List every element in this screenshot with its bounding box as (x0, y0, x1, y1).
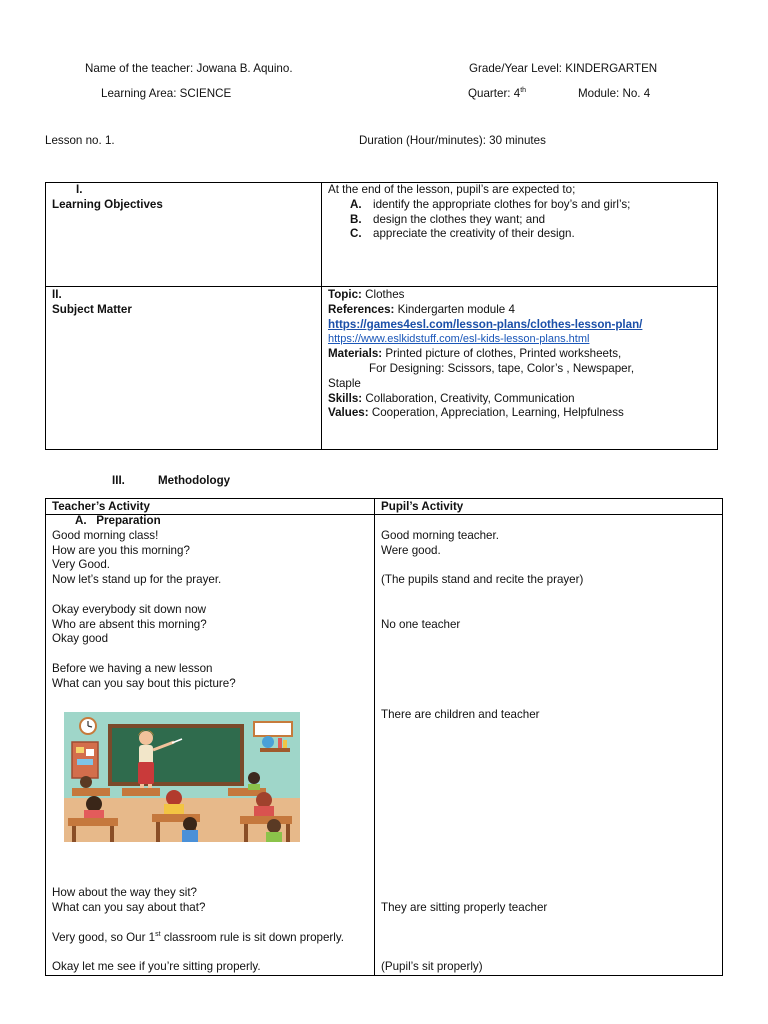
pupil-last-line: (Pupil’s sit properly) (381, 960, 483, 973)
teacher-line (52, 588, 236, 603)
subject-num: II. (52, 288, 62, 301)
teacher-label: Name of the teacher: (85, 62, 194, 75)
objectives-table-divider (321, 182, 322, 450)
methodology-num: III. (112, 474, 125, 487)
teacher-line: How are you this morning? (52, 543, 190, 557)
topic-label: Topic: (328, 288, 362, 301)
materials-line-2: For Designing: Scissors, tape, Color’s , Newspaper, (369, 361, 635, 375)
methodology-table-divider (374, 498, 375, 976)
teacher-line: Who are absent this morning? (52, 617, 207, 631)
objective-item (328, 213, 630, 228)
objective-text: identify the appropriate clothes for boy’s and girl’s; (373, 197, 631, 211)
topic-value: Clothes (365, 288, 405, 301)
rule-post: classroom rule is sit down properly. (163, 931, 345, 944)
values-label: Values: (328, 406, 369, 420)
subject-content (328, 288, 642, 421)
objectives-heading (52, 183, 163, 213)
duration: Duration (Hour/minutes): 30 minutes (359, 134, 546, 147)
objective-key: A. (350, 197, 362, 211)
pupil-sit-answer: They are sitting properly teacher (381, 901, 548, 914)
objective-key: C. (350, 227, 362, 241)
rule-sup: st (155, 931, 161, 938)
grade-line (469, 62, 657, 75)
preparation-heading (52, 514, 236, 529)
preparation-key: A. (75, 514, 87, 527)
teacher-question-about: What can you say about that? (52, 901, 206, 914)
materials-value: Printed picture of clothes, Printed worksheets, (385, 347, 622, 361)
preparation-title: Preparation (96, 514, 161, 527)
quarter-label: Quarter: 4 (468, 87, 521, 100)
topic-line (328, 288, 642, 303)
pupil-line: Good morning teacher. (381, 529, 499, 542)
values-value: Cooperation, Appreciation, Learning, Helpfulness (371, 406, 624, 420)
skills-line (328, 392, 642, 407)
quarter-line (468, 87, 526, 100)
lesson-number: Lesson no. 1. (45, 134, 115, 147)
pupil-line: (The pupils stand and recite the prayer) (381, 573, 584, 587)
teacher-question-sit: How about the way they sit? (52, 886, 198, 899)
rule-pre: Very good, so Our 1 (52, 931, 156, 944)
pupil-line (381, 603, 583, 618)
area-value: SCIENCE (179, 87, 232, 100)
grade-label: Grade/Year Level: (469, 62, 563, 75)
values-line (328, 406, 642, 421)
teacher-line: Very Good. (52, 558, 111, 572)
teacher-value: Jowana B. Aquino. (196, 62, 293, 75)
pupil-line (381, 588, 583, 603)
skills-label: Skills: (328, 391, 363, 405)
pupil-line: Were good. (381, 543, 441, 557)
objectives-title: Learning Objectives (52, 197, 163, 211)
classroom-picture (64, 712, 300, 842)
objective-item (328, 198, 630, 213)
reference-link-1[interactable]: https://games4esl.com/lesson-plans/clothes-lesson-plan/ (328, 317, 643, 331)
teacher-activity-column (52, 514, 236, 692)
pupil-activity-column (381, 529, 583, 633)
teacher-line: Now let’s stand up for the prayer. (52, 573, 222, 587)
learning-area-line (101, 87, 231, 100)
skills-value: Collaboration, Creativity, Communication (365, 391, 575, 405)
objectives-table-row-line (45, 286, 718, 287)
reference-link-2[interactable]: https://www.eslkidstuff.com/esl-kids-lesson-plans.html (328, 333, 590, 346)
materials-line-3: Staple (328, 376, 361, 390)
references-line (328, 303, 642, 318)
references-label: References: (328, 302, 395, 316)
methodology-title: Methodology (158, 474, 231, 487)
objectives-content (328, 183, 630, 242)
teacher-line (52, 647, 236, 662)
pupil-line (381, 559, 583, 574)
teacher-line: Okay everybody sit down now (52, 602, 207, 616)
materials-line (328, 347, 642, 362)
objective-text: appreciate the creativity of their design. (373, 227, 575, 241)
subject-title: Subject Matter (52, 302, 132, 316)
objectives-num: I. (76, 183, 83, 196)
materials-label: Materials: (328, 347, 383, 361)
pupil-line: No one teacher (381, 617, 461, 631)
pupil-picture-answer: There are children and teacher (381, 708, 540, 721)
objectives-intro: At the end of the lesson, pupil’s are expected to; (328, 183, 576, 196)
quarter-sup: th (520, 87, 527, 94)
teacher-line: Okay good (52, 632, 109, 646)
teacher-line: What can you say bout this picture? (52, 676, 236, 690)
objective-key: B. (350, 212, 362, 226)
objective-item (328, 227, 630, 242)
teacher-activity-header: Teacher’s Activity (52, 500, 150, 513)
teacher-name-line (85, 62, 293, 75)
grade-value: KINDERGARTEN (565, 62, 658, 75)
teacher-line: Before we having a new lesson (52, 661, 213, 675)
area-label: Learning Area: (101, 87, 177, 100)
teacher-line: Good morning class! (52, 528, 159, 542)
objective-text: design the clothes they want; and (373, 212, 546, 226)
pupil-activity-header: Pupil’s Activity (381, 500, 464, 513)
references-value: Kindergarten module 4 (397, 302, 515, 316)
teacher-last-line: Okay let me see if you’re sitting properly. (52, 960, 261, 973)
classroom-rule (52, 930, 366, 945)
module-line: Module: No. 4 (578, 87, 651, 100)
subject-heading (52, 288, 132, 318)
classroom-illustration (64, 712, 300, 842)
